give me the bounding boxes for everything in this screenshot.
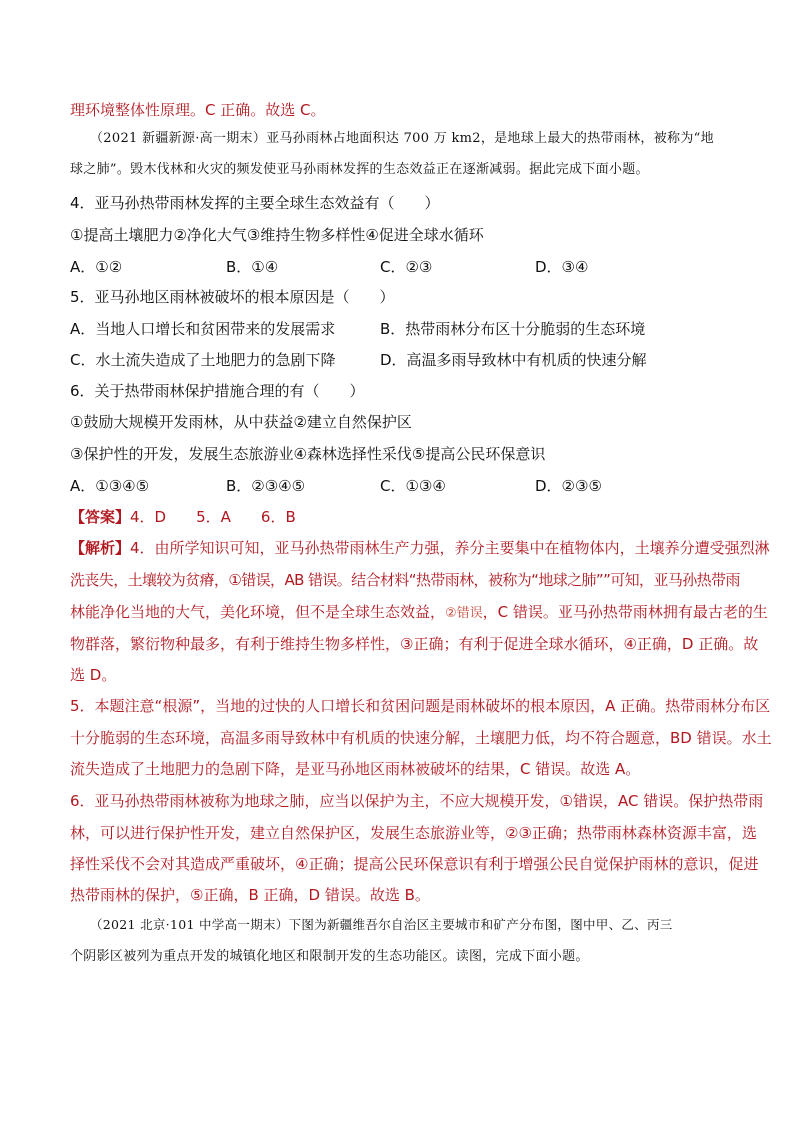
question-5-stem: 5．亚马孙地区雨林被破坏的根本原因是（ ） <box>70 288 395 306</box>
analysis-q6-line-3: 择性采伐不会对其造成严重破坏，④正确；提高公民环保意识有利于增强公民自觉保护雨林的意识，促进 <box>70 855 759 873</box>
analysis-q4-line-1 <box>70 537 770 559</box>
analysis-q6-line-1: 6．亚马孙热带雨林被称为地球之肺，应当以保护为主，不应大规模开发，①错误，AC 错误。保护热带雨 <box>70 792 764 810</box>
q6-option-b: B．②③④⑤ <box>226 477 306 495</box>
q4-option-d: D．③④ <box>535 258 589 276</box>
analysis-q6-line-4: 热带雨林的保护，⑤正确，B 正确，D 错误。故选 B。 <box>70 886 430 904</box>
question-6-stem: 6．关于热带雨林保护措施合理的有（ ） <box>70 382 365 400</box>
answer-text: 4．D 5．A 6．B <box>130 508 296 526</box>
analysis-q4-line-3 <box>70 601 768 625</box>
analysis-q4-line-5: 选 D。 <box>70 666 117 684</box>
q4-option-a: A．①② <box>70 258 123 276</box>
question-4-items: ①提高土壤肥力②净化大气③维持生物多样性④促进全球水循环 <box>70 226 484 244</box>
analysis-q4-line-2: 洗丧失，土壤较为贫瘠，①错误，AB 错误。结合材料“热带雨林，被称为“地球之肺””可知，亚马孙热带雨 <box>70 571 740 589</box>
question-4-stem: 4．亚马孙热带雨林发挥的主要全球生态效益有（ ） <box>70 194 440 212</box>
previous-answer-tail: 理环境整体性原理。C 正确。故选 C。 <box>70 101 326 119</box>
question-6-items-line-2: ③保护性的开发，发展生态旅游业④森林选择性采伐⑤提高公民环保意识 <box>70 445 546 463</box>
q4-option-c: C．②③ <box>380 258 433 276</box>
material-intro-line-2: 球之肺”。毁木伐林和火灾的频发使亚马孙雨林发挥的生态效益正在逐渐减弱。据此完成下面小题。 <box>70 162 649 177</box>
analysis-q4-line-4: 物群落，繁衍物种最多，有利于维持生物多样性，③正确；有利于促进全球水循环，④正确，D 正确。故 <box>70 635 759 653</box>
q6-option-c: C．①③④ <box>380 477 446 495</box>
analysis-q5-line-2: 十分脆弱的生态环境，高温多雨导致林中有机质的快速分解，土壤肥力低，均不符合题意，BD 错误。水土 <box>70 729 772 747</box>
analysis-tag: 【解析】 <box>70 539 131 557</box>
analysis-q5-line-1: 5．本题注意“根源”，当地的过快的人口增长和贫困问题是雨林破坏的根本原因，A 正确。热带雨林分布区 <box>70 697 771 715</box>
analysis-q4-text-3a: 林能净化当地的大气，美化环境，但不是全球生态效益， <box>70 603 446 621</box>
q5-option-c: C．水土流失造成了土地肥力的急剧下降 <box>70 351 336 369</box>
material-intro-2-line-1: （2021 北京·101 中学高一期末）下图为新疆维吾尔自治区主要城市和矿产分布图，图中甲、乙、丙三 <box>90 917 673 932</box>
q5-option-b: B．热带雨林分布区十分脆弱的生态环境 <box>380 320 646 338</box>
material-intro-2-line-2: 个阴影区被列为重点开发的城镇化地区和限制开发的生态功能区。读图，完成下面小题。 <box>70 949 589 964</box>
q6-option-a: A．①③④⑤ <box>70 477 150 495</box>
q5-option-a: A．当地人口增长和贫困带来的发展需求 <box>70 320 336 338</box>
material-intro-line-1: （2021 新疆新源·高一期末）亚马孙雨林占地面积达 700 万 km2，是地球上最大的热带雨林，被称为“地 <box>90 131 714 146</box>
analysis-q4-text-3b: ，C 错误。亚马孙热带雨林拥有最古老的生 <box>482 603 768 621</box>
q4-option-b: B．①④ <box>226 258 279 276</box>
analysis-q5-line-3: 流失造成了土地肥力的急剧下降，是亚马孙地区雨林被破坏的结果，C 错误。故选 A。 <box>70 760 641 778</box>
analysis-q4-text-1: 4．由所学知识可知，亚马孙热带雨林生产力强，养分主要集中在植物体内，土壤养分遭受强烈淋 <box>130 539 770 557</box>
analysis-q4-highlight: ②错误 <box>445 606 483 621</box>
analysis-q6-line-2: 林，可以进行保护性开发，建立自然保护区，发展生态旅游业等，②③正确；热带雨林森林资源丰富，选 <box>70 824 757 842</box>
q6-option-d: D．②③⑤ <box>535 477 602 495</box>
answer-tag: 【答案】 <box>70 508 131 526</box>
q5-option-d: D．高温多雨导致林中有机质的快速分解 <box>380 351 647 369</box>
question-6-items-line-1: ①鼓励大规模开发雨林，从中获益②建立自然保护区 <box>70 413 412 431</box>
answer-line <box>70 506 296 528</box>
